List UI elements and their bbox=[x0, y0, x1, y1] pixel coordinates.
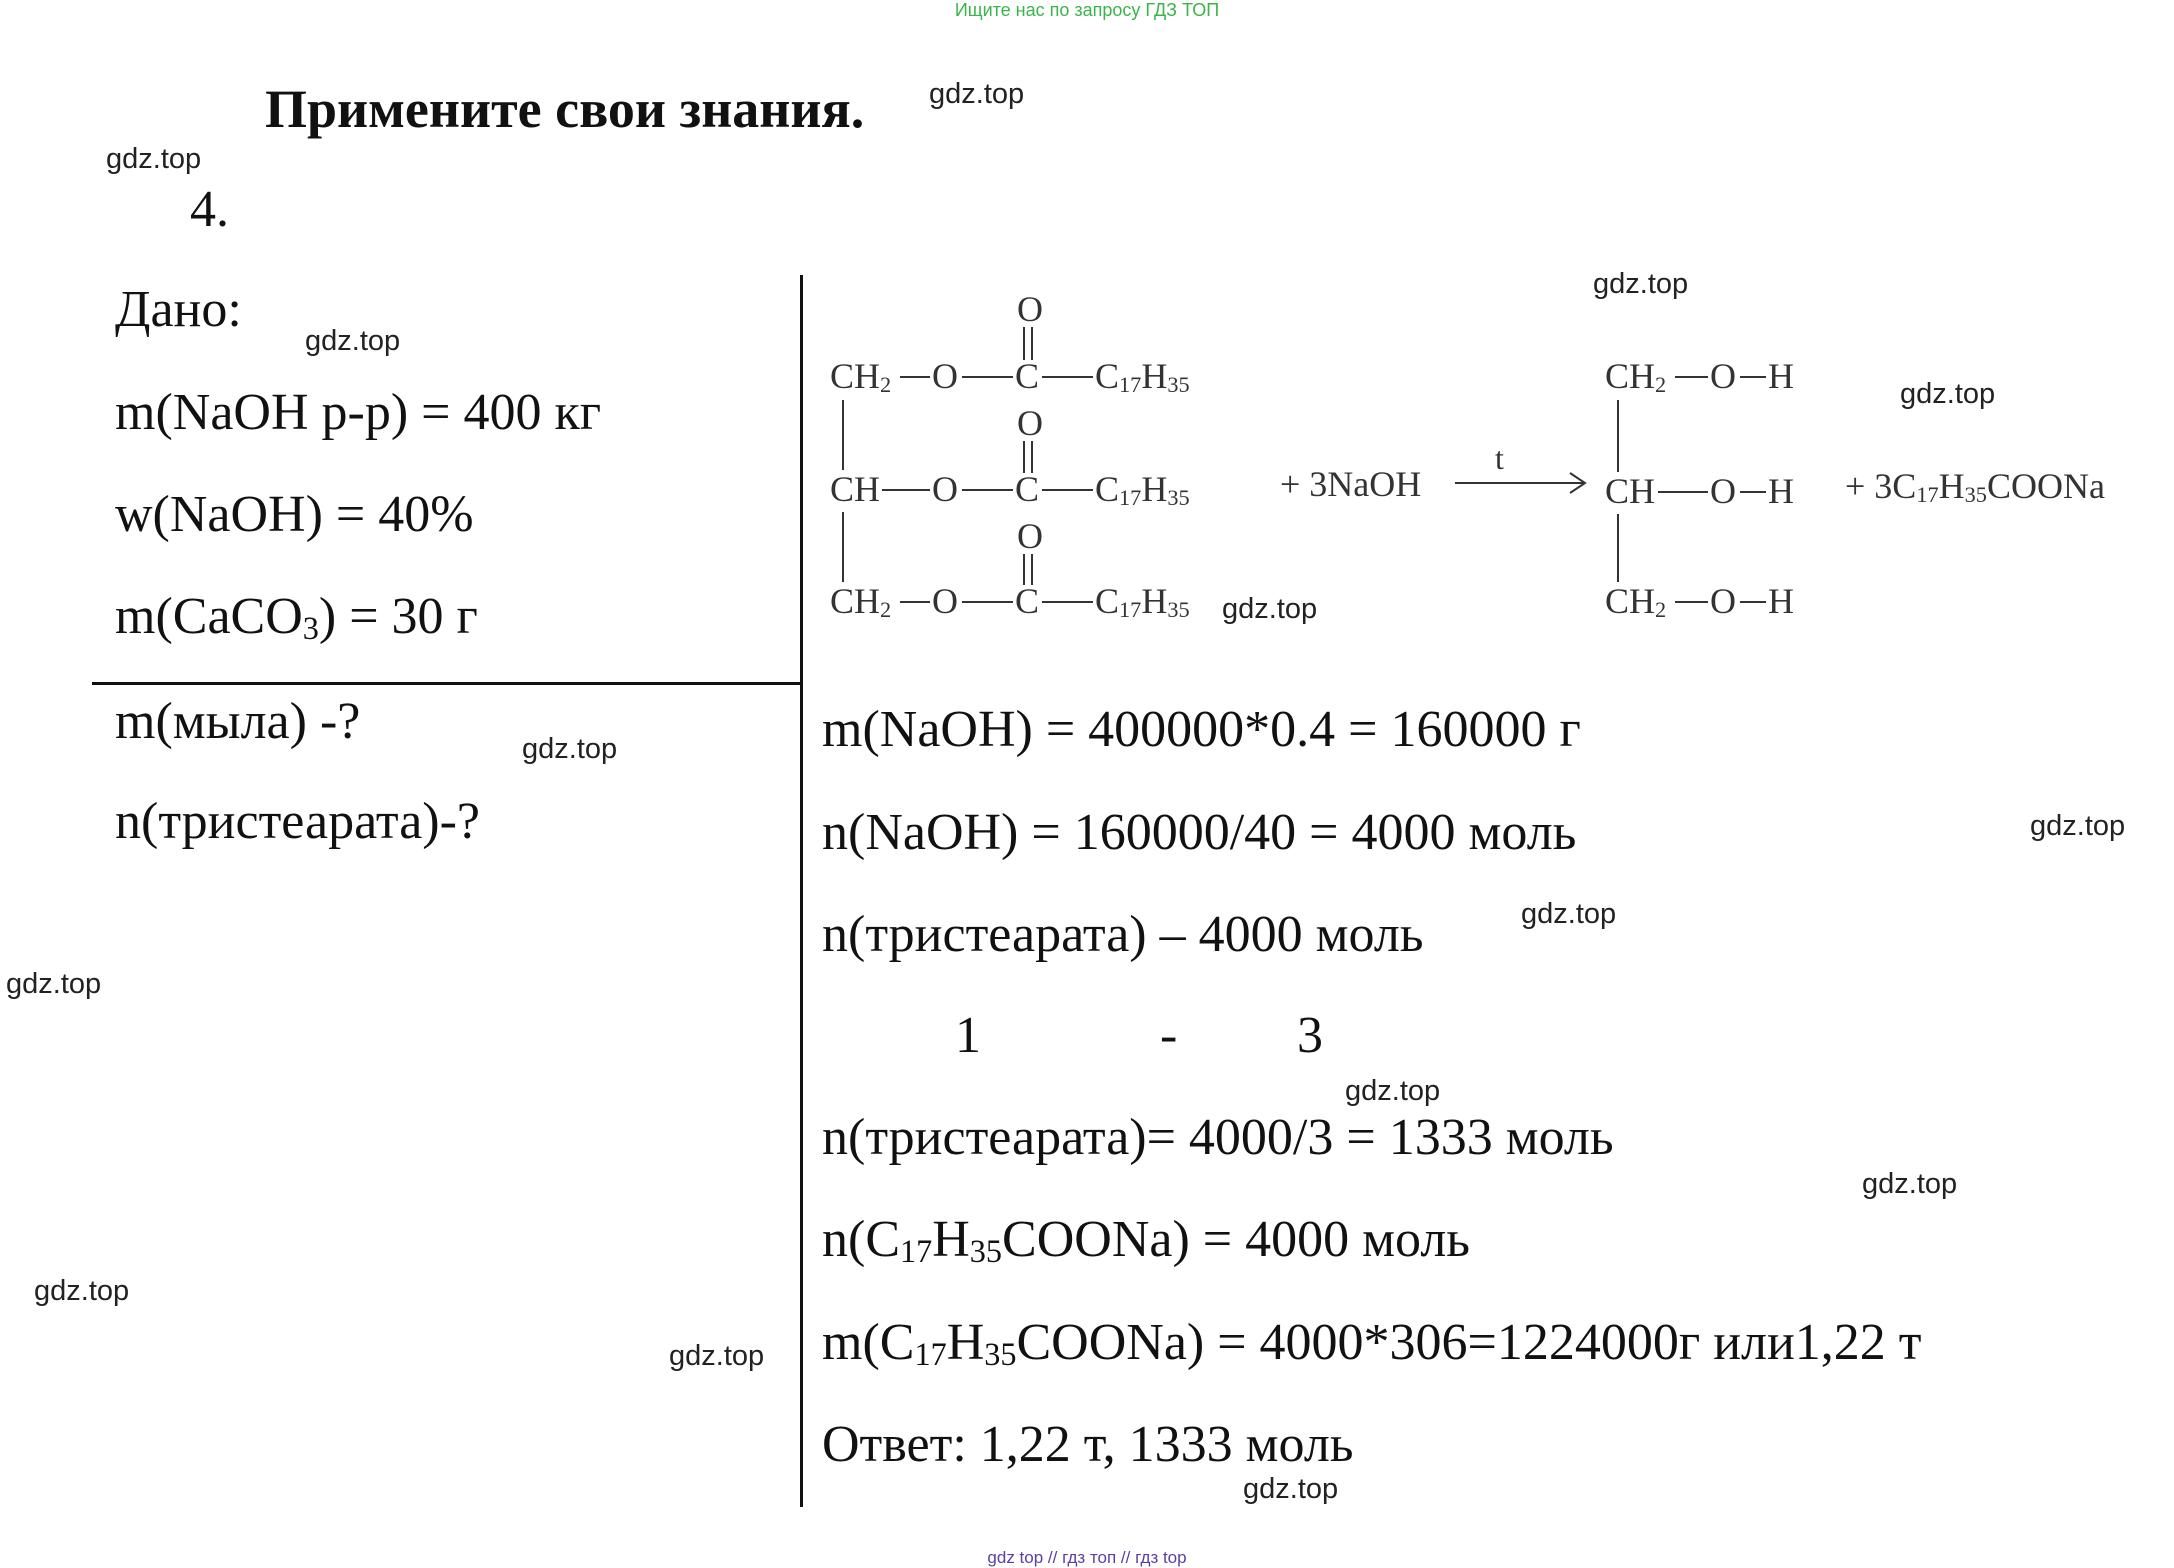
tg-carbonyl-o-1: O bbox=[1017, 289, 1043, 329]
watermark: gdz.top bbox=[1345, 1075, 1441, 1107]
find-line-1: m(мыла) -? bbox=[115, 693, 361, 750]
reaction-condition: t bbox=[1495, 440, 1504, 476]
tg-carbonyl-o-3: O bbox=[1017, 516, 1043, 556]
tg-acyl-2: $C_{17}H_{35}$ bbox=[1095, 469, 1190, 511]
given-line-2: w(NaOH) = 40% bbox=[115, 486, 474, 543]
gly-h-2: H bbox=[1768, 471, 1794, 511]
watermark: gdz.top bbox=[1243, 1473, 1339, 1505]
tg-c-3: C bbox=[1015, 581, 1040, 621]
tg-carbonyl-o-2: O bbox=[1017, 403, 1043, 443]
watermark: gdz.top bbox=[6, 968, 102, 1000]
tg-row-3-ch2: $CH_2$ bbox=[830, 581, 892, 623]
gly-h-1: H bbox=[1768, 356, 1794, 396]
ratio-left: 1 bbox=[955, 1007, 981, 1064]
tg-c-1: C bbox=[1015, 356, 1040, 396]
gly-o-3: O bbox=[1710, 581, 1736, 621]
gly-ch: CH bbox=[1605, 471, 1656, 511]
tg-acyl-3: $C_{17}H_{35}$ bbox=[1095, 581, 1190, 623]
product-soap: + $3C_{17}H_{35}COONa$ bbox=[1845, 466, 2105, 508]
ratio-right: 3 bbox=[1297, 1007, 1323, 1064]
gly-ch2-1: $CH_2$ bbox=[1605, 356, 1667, 398]
watermark: gdz.top bbox=[34, 1275, 130, 1307]
solution-line-1: m(NaOH) = 400000*0.4 = 160000 г bbox=[822, 701, 1581, 758]
footer-links[interactable]: gdz top // гдз топ // гдз top bbox=[987, 1548, 1187, 1567]
solution-line-5: $n(C_{17}H_{35}COONa) = 4000$ моль bbox=[822, 1211, 1470, 1269]
tg-c-2: C bbox=[1015, 469, 1040, 509]
watermark: gdz.top bbox=[106, 143, 202, 175]
solution-line-4: n(тристеарата)= 4000/3 = 1333 моль bbox=[822, 1109, 1614, 1166]
top-banner[interactable]: Ищите нас по запросу ГДЗ ТОП bbox=[954, 0, 1220, 20]
given-line-3: m(CaCO$_3$) = 30 г bbox=[115, 588, 478, 646]
tg-o-3: O bbox=[932, 581, 958, 621]
gly-h-3: H bbox=[1768, 581, 1794, 621]
page-title: Примените свои знания. bbox=[265, 79, 865, 139]
watermark: gdz.top bbox=[1521, 898, 1617, 930]
tg-o-1: O bbox=[932, 356, 958, 396]
watermark: gdz.top bbox=[2030, 810, 2126, 842]
watermark: gdz.top bbox=[1222, 593, 1318, 625]
solution-line-2: n(NaOH) = 160000/40 = 4000 моль bbox=[822, 804, 1577, 861]
tg-acyl-1: $C_{17}H_{35}$ bbox=[1095, 356, 1190, 398]
tg-row-2-ch: CH bbox=[830, 469, 881, 509]
watermark: gdz.top bbox=[1900, 378, 1996, 410]
given-label: Дано: bbox=[115, 281, 242, 338]
watermark: gdz.top bbox=[1862, 1168, 1958, 1200]
ratio-dash: - bbox=[1160, 1007, 1178, 1064]
watermark: gdz.top bbox=[929, 78, 1025, 110]
watermark: gdz.top bbox=[522, 733, 618, 765]
solution-line-6: $m(C_{17}H_{35}COONa) = 4000*306=1224000г$ или1,22 т bbox=[822, 1314, 1922, 1372]
watermark: gdz.top bbox=[305, 325, 401, 357]
gly-o-2: O bbox=[1710, 471, 1736, 511]
gly-o-1: O bbox=[1710, 356, 1736, 396]
reagent-naoh: + 3NaOH bbox=[1280, 464, 1422, 504]
task-number: 4. bbox=[190, 181, 229, 238]
tg-o-2: O bbox=[932, 469, 958, 509]
gly-ch2-2: $CH_2$ bbox=[1605, 581, 1667, 623]
find-line-2: n(тристеарата)-? bbox=[115, 793, 480, 850]
solution-line-3: n(тристеарата) – 4000 моль bbox=[822, 906, 1424, 963]
tg-row-1-ch2: $CH_2$ bbox=[830, 356, 892, 398]
watermark: gdz.top bbox=[669, 1340, 765, 1372]
answer-line: Ответ: 1,22 т, 1333 моль bbox=[822, 1416, 1354, 1473]
given-line-1: m(NaOH р-р) = 400 кг bbox=[115, 384, 602, 441]
watermark: gdz.top bbox=[1593, 268, 1689, 300]
